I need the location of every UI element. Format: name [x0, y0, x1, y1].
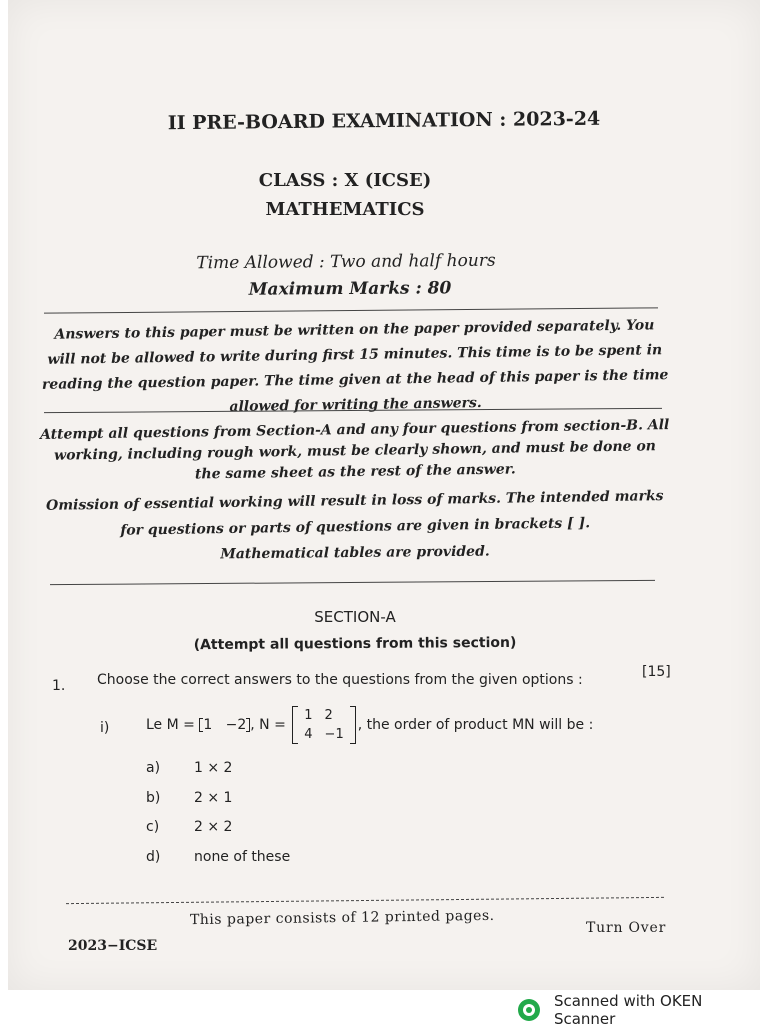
option-label: c) [146, 819, 160, 835]
instructions-para-4: Mathematical tables are provided. [220, 543, 490, 563]
instructions-para-2: Attempt all questions from Section-A and any four questions from section-B. All working, including rough work, must be clearly shown, and must be done on the same sheet as the rest of the answer. [39, 417, 670, 483]
option-text: none of these [194, 849, 291, 865]
scanner-watermark [518, 992, 768, 1028]
turn-over-label: Turn Over [586, 920, 667, 936]
option-b [146, 790, 232, 806]
matrix-cell: 1 [304, 708, 313, 723]
option-label: d) [146, 849, 161, 865]
matrix-n-prefix: , N = [250, 717, 286, 733]
option-text: 2 × 1 [194, 790, 233, 806]
subject-label: MATHEMATICS [265, 199, 425, 220]
exam-title: II PRE-BOARD EXAMINATION : 2023-24 [167, 107, 601, 135]
instructions-para-3: Omission of essential working will result in loss of marks. The intended marks for questions or parts of questions are given in brackets [ ]. [45, 488, 664, 539]
oken-scanner-logo-icon [518, 999, 540, 1021]
matrix-m-prefix: Le M = [146, 717, 195, 733]
class-label: CLASS : X (ICSE) [258, 170, 432, 191]
question-number: 1. [52, 678, 66, 694]
time-allowed: Time Allowed : Two and half hours [196, 250, 496, 274]
option-a [146, 760, 232, 776]
section-subtitle: (Attempt all questions from this section) [193, 634, 517, 654]
scanner-watermark-text: Scanned with OKEN Scanner [553, 992, 703, 1028]
option-label: a) [146, 760, 161, 776]
sub-question-i [100, 700, 620, 750]
matrix-cell: −1 [324, 727, 344, 742]
question-text: Choose the correct answers to the questions from the given options : [97, 672, 583, 688]
option-text: 2 × 2 [194, 819, 233, 835]
matrix-m [199, 717, 250, 733]
page-count-note: This paper consists of 12 printed pages. [189, 907, 495, 929]
question-marks: [15] [642, 664, 671, 680]
instructions-para-1: Answers to this paper must be written on the paper provided separately. You will not be allowed to write during first 15 minutes. This time is to be spent in reading the question paper. The time given at the head of this paper is the time allowed for writing the answers. [41, 317, 669, 415]
matrix-m-values: 1 −2 [203, 717, 247, 733]
sub-question-expression [146, 706, 593, 744]
matrix-cell: 4 [304, 727, 313, 742]
section-title: SECTION-A [314, 608, 396, 626]
option-d [146, 849, 290, 865]
option-text: 1 × 2 [194, 760, 233, 776]
sub-question-label: i) [100, 720, 110, 736]
matrix-cell: 2 [324, 708, 333, 723]
option-c [146, 819, 232, 835]
paper-code: 2023−ICSE [68, 938, 158, 954]
option-label: b) [146, 790, 161, 806]
maximum-marks: Maximum Marks : 80 [248, 278, 452, 300]
sub-question-suffix: , the order of product MN will be : [357, 717, 594, 733]
matrix-n [292, 706, 355, 744]
